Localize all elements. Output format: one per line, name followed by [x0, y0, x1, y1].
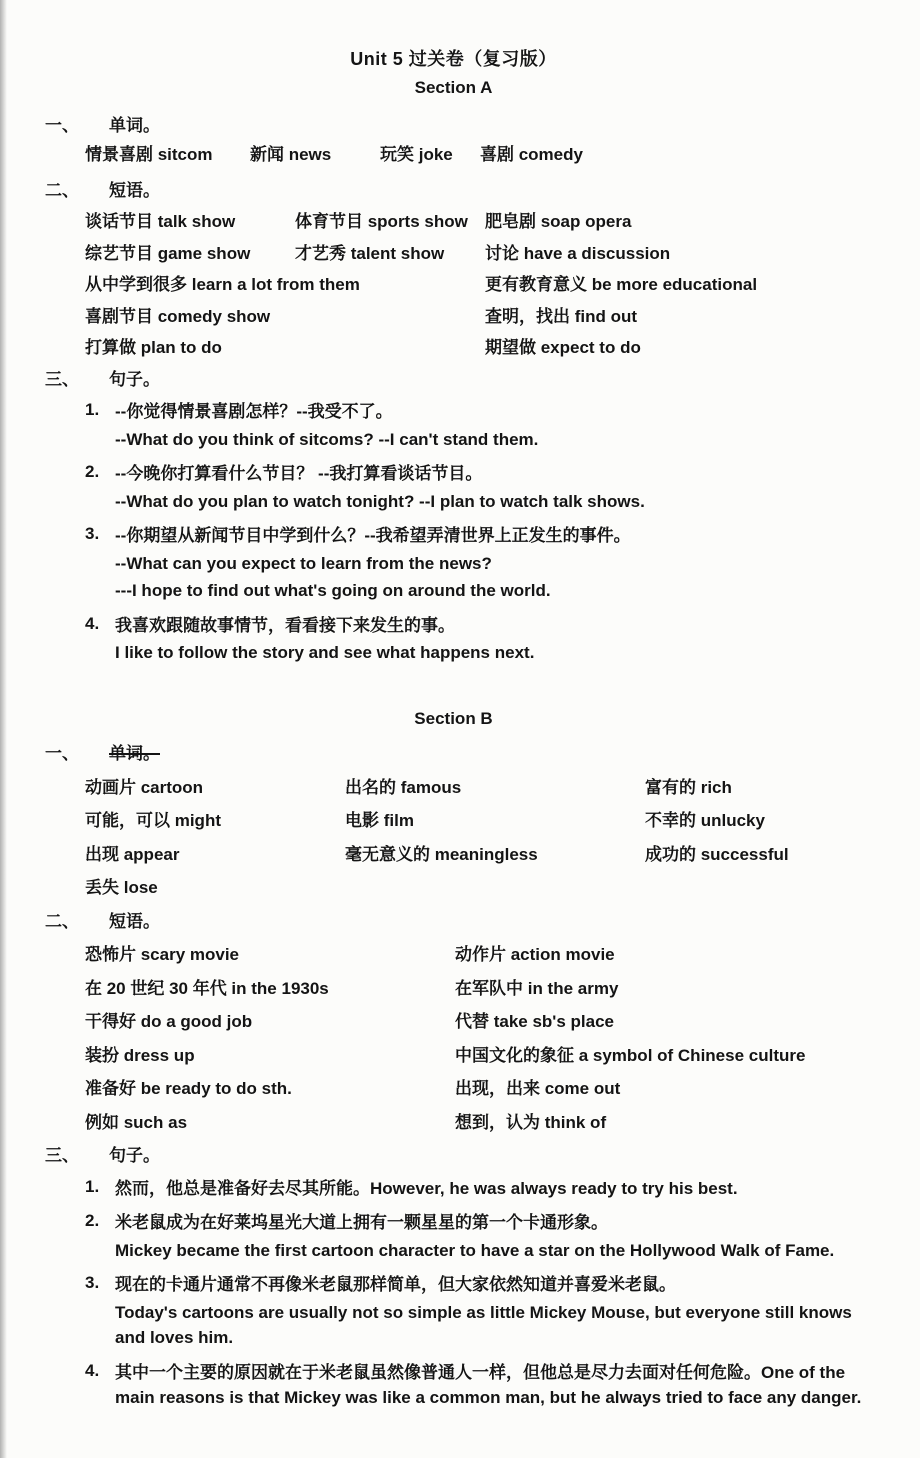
word-item — [645, 875, 862, 901]
phrase-row — [45, 942, 862, 968]
word-item — [345, 875, 645, 901]
sentence-line: Today's cartoons are usually not so simple as little Mickey Mouse, but everyone still knows and loves him. — [115, 1302, 852, 1347]
phrase-item: 从中学到很多 learn a lot from them — [85, 275, 360, 294]
sentence-lines — [115, 459, 862, 516]
word-row — [45, 875, 862, 901]
sentence-line: ---I hope to find out what's going on around the world. — [115, 581, 551, 600]
phrase-item: 谈话节目 talk show — [85, 212, 236, 231]
sentence-number: 4. — [85, 1360, 100, 1380]
sentence-line: 现在的卡通片通常不再像米老鼠那样简单，但大家依然知道并喜爱米老鼠。 — [115, 1275, 676, 1294]
phrase-item: 代替 take sb's place — [455, 1012, 615, 1031]
sentence-lines — [115, 611, 862, 668]
word-item: 富有的 rich — [645, 777, 732, 797]
phrase-item: 打算做 plan to do — [85, 338, 222, 357]
section-a-phrases-header — [45, 178, 862, 204]
phrase-item: 在 20 世纪 30 年代 in the 1930s — [85, 978, 329, 998]
sentence-line: --今晚你打算看什么节目？ --我打算看谈话节目。 — [115, 464, 483, 483]
sentence-item — [45, 1358, 862, 1413]
sentence-lines — [115, 1208, 862, 1265]
section-a-sentences-header — [45, 367, 862, 393]
phrase-item: 在军队中 in the army — [455, 978, 619, 998]
phrase-item: 喜剧节目 comedy show — [85, 306, 271, 326]
header-label: 短语。 — [109, 911, 160, 931]
sentence-line: 其中一个主要的原因就在于米老鼠虽然像普通人一样，但他总是尽力去面对任何危险。One of the main reasons is that Mickey was like a common man, but he always tried to face any danger. — [115, 1362, 862, 1407]
sentence-item — [45, 611, 862, 668]
sentence-lines — [115, 1174, 862, 1204]
sentence-number: 3. — [85, 524, 100, 543]
sentence-lines — [115, 1358, 862, 1413]
phrase-item: 才艺秀 talent show — [295, 243, 445, 263]
phrase-row — [45, 1110, 862, 1136]
header-number: 三、 — [45, 1146, 79, 1165]
header-number: 二、 — [45, 911, 79, 931]
phrase-row — [45, 209, 862, 235]
sentence-line: I like to follow the story and see what happens next. — [115, 643, 535, 662]
section-b-sentences-header — [45, 1143, 862, 1169]
header-number: 三、 — [45, 369, 79, 389]
phrase-row — [45, 335, 862, 361]
sentence-line: 然而，他总是准备好去尽其所能。However, he was always ready to try his best. — [115, 1178, 738, 1198]
word-item: 丢失 lose — [85, 878, 158, 897]
section-a-heading: Section A — [414, 78, 493, 97]
phrase-item: 干得好 do a good job — [85, 1012, 253, 1031]
word-item: 成功的 successful — [645, 844, 789, 864]
header-number: 一、 — [45, 115, 79, 135]
sentence-lines — [115, 521, 862, 606]
sentence-item — [45, 459, 862, 516]
phrase-item: 装扮 dress up — [85, 1045, 195, 1065]
section-a-words-header — [45, 113, 862, 139]
sentence-number: 1. — [85, 1176, 100, 1196]
sentence-number: 4. — [85, 613, 100, 633]
word-row — [45, 775, 862, 801]
phrase-item: 动作片 action movie — [455, 945, 615, 964]
sentence-lines — [115, 1270, 862, 1353]
section-b-phrases-header — [45, 909, 862, 935]
header-label: 短语。 — [109, 180, 160, 200]
phrase-item: 体育节目 sports show — [295, 212, 468, 231]
phrase-item: 准备好 be ready to do sth. — [85, 1079, 292, 1098]
phrase-row — [45, 272, 862, 298]
header-number: 二、 — [45, 180, 79, 200]
word-item: 新闻 news — [250, 145, 332, 164]
word-item: 不幸的 unlucky — [645, 811, 765, 830]
sentence-lines — [115, 397, 862, 454]
header-label: 句子。 — [109, 1146, 160, 1165]
word-item: 玩笑 joke — [380, 145, 453, 164]
scan-edge-shadow — [0, 0, 7, 1458]
word-item: 电影 film — [345, 811, 414, 830]
sentence-line: 米老鼠成为在好莱坞星光大道上拥有一颗星星的第一个卡通形象。 — [115, 1213, 608, 1232]
sentence-number: 2. — [85, 1211, 100, 1230]
sentence-line: 我喜欢跟随故事情节，看看接下来发生的事。 — [115, 615, 455, 635]
section-b-heading: Section B — [414, 708, 493, 728]
word-row — [45, 808, 862, 834]
sentence-line: --你期望从新闻节目中学到什么？--我希望弄清世界上正发生的事件。 — [115, 526, 631, 545]
sentence-item — [45, 1208, 862, 1265]
sentence-item — [45, 1270, 862, 1353]
phrase-row — [45, 976, 862, 1002]
sentence-line: --What do you think of sitcoms? --I can't stand them. — [115, 429, 539, 449]
word-item: 情景喜剧 sitcom — [85, 145, 213, 164]
phrase-row — [45, 241, 862, 267]
sentence-line: --What do you plan to watch tonight? --I plan to watch talk shows. — [115, 491, 645, 511]
doc-title: Unit 5 过关卷（复习版） — [350, 49, 557, 69]
sentence-item — [45, 397, 862, 454]
phrase-row — [45, 1076, 862, 1102]
phrase-row — [45, 1043, 862, 1069]
word-item: 喜剧 comedy — [480, 145, 583, 164]
header-label: 单词。 — [109, 115, 160, 135]
sentence-item — [45, 1174, 862, 1204]
sentence-line: --What can you expect to learn from the news? — [115, 553, 492, 573]
word-row — [45, 842, 862, 868]
section-b-words-header — [45, 741, 862, 767]
sentence-number: 2. — [85, 462, 100, 481]
phrase-item: 肥皂剧 soap opera — [485, 212, 632, 231]
section-a-words — [45, 142, 862, 168]
phrase-item: 更有教育意义 be more educational — [485, 275, 758, 294]
phrase-item: 综艺节目 game show — [85, 243, 251, 263]
header-label: 单词。 — [109, 744, 160, 763]
header-number: 一、 — [45, 744, 79, 763]
word-item: 可能，可以 might — [85, 811, 221, 830]
phrase-row — [45, 304, 862, 330]
phrase-item: 想到，认为 think of — [455, 1112, 607, 1132]
phrase-item: 中国文化的象征 a symbol of Chinese culture — [455, 1045, 806, 1065]
phrase-item: 出现，出来 come out — [455, 1079, 621, 1098]
word-item: 毫无意义的 meaningless — [345, 844, 538, 864]
phrase-item: 恐怖片 scary movie — [85, 945, 240, 964]
word-item: 动画片 cartoon — [85, 777, 204, 797]
phrase-item: 查明，找出 find out — [485, 306, 638, 326]
struck-header — [45, 741, 160, 767]
word-item: 出名的 famous — [345, 777, 462, 797]
sentence-number: 3. — [85, 1273, 100, 1292]
sentence-line: Mickey became the first cartoon character to have a star on the Hollywood Walk of Fame. — [115, 1240, 835, 1260]
phrase-item: 讨论 have a discussion — [485, 243, 671, 263]
header-label: 句子。 — [109, 369, 160, 389]
sentence-item — [45, 521, 862, 606]
phrase-row — [45, 1009, 862, 1035]
sentence-line: --你觉得情景喜剧怎样？--我受不了。 — [115, 402, 393, 421]
sentence-number: 1. — [85, 400, 100, 419]
phrase-item: 例如 such as — [85, 1112, 188, 1132]
phrase-item: 期望做 expect to do — [485, 338, 641, 357]
word-item: 出现 appear — [85, 844, 180, 864]
